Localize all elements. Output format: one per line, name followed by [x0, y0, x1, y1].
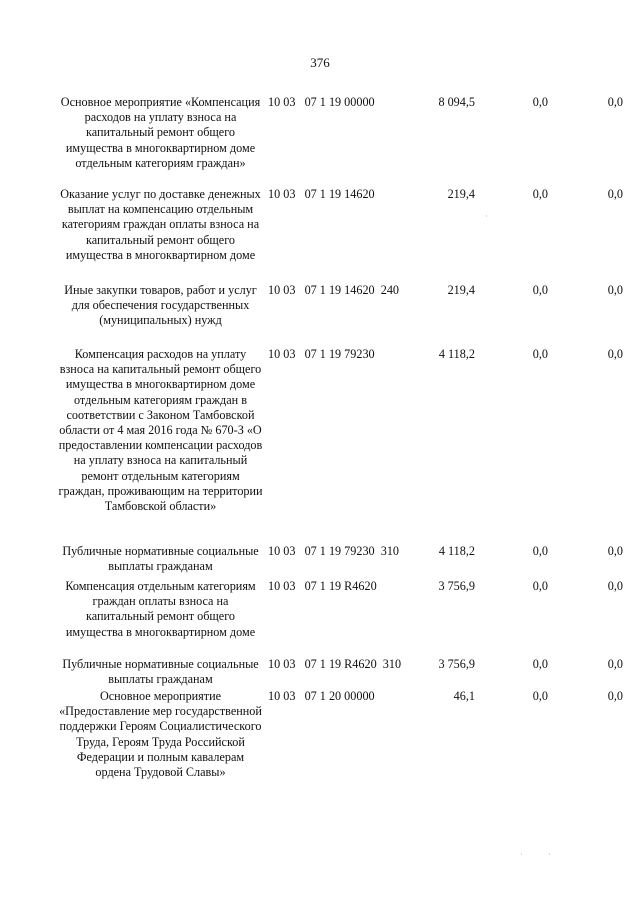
row-amount: 219,4 — [447, 283, 475, 297]
row-budget-code: 10 03 07 1 19 79230 310 — [268, 544, 400, 558]
row-value-2: 0,0 — [532, 689, 548, 703]
row-value-3: 0,0 — [607, 347, 623, 361]
row-value-2: 0,0 — [532, 95, 548, 109]
row-description: Оказание услуг по доставке денежных выплат на компенсацию отдельным категориям граждан оплаты взноса на капитальный ремонт общего имущества в многоквартирном доме — [60, 187, 261, 262]
scan-speck: · — [548, 850, 551, 859]
row-budget-code: 10 03 07 1 19 R4620 — [268, 579, 377, 593]
row-budget-code: 10 03 07 1 20 00000 — [268, 689, 375, 703]
row-description: Публичные нормативные социальные выплаты гражданам — [62, 544, 259, 574]
row-amount: 3 756,9 — [438, 579, 475, 593]
row-budget-code: 10 03 07 1 19 R4620 310 — [268, 657, 402, 671]
row-description: Основное мероприятие «Предоставление мер государственной поддержки Героям Социалистического Труда, Героям Труда Российской Федерации и полным кавалерам ордена Трудовой Славы» — [59, 689, 262, 780]
row-description: Публичные нормативные социальные выплаты гражданам — [62, 657, 259, 687]
row-amount: 46,1 — [453, 689, 475, 703]
row-value-2: 0,0 — [532, 544, 548, 558]
row-description: Компенсация расходов на уплату взноса на капитальный ремонт общего имущества в многоквартирном доме отдельным категориям граждан в соответствии с Законом Тамбовской области от 4 мая 2016 года № 670-З «О предоставлении компенсации расходов на уплату взноса на капитальный ремонт отдельным категориям граждан, проживающим на территории Тамбовской области» — [58, 347, 263, 514]
row-description: Основное мероприятие «Компенсация расходов на уплату взноса на капитальный ремонт общего имущества в многоквартирном доме отдельным категориям граждан» — [60, 95, 261, 170]
row-amount: 4 118,2 — [438, 347, 475, 361]
row-amount: 219,4 — [447, 187, 475, 201]
row-budget-code: 10 03 07 1 19 79230 — [268, 347, 375, 361]
row-value-2: 0,0 — [532, 187, 548, 201]
row-amount: 8 094,5 — [438, 95, 475, 109]
row-value-3: 0,0 — [607, 657, 623, 671]
row-budget-code: 10 03 07 1 19 14620 — [268, 187, 375, 201]
row-budget-code: 10 03 07 1 19 00000 — [268, 95, 375, 109]
row-value-2: 0,0 — [532, 347, 548, 361]
scan-speck: · — [485, 212, 488, 221]
row-value-3: 0,0 — [607, 187, 623, 201]
row-value-2: 0,0 — [532, 283, 548, 297]
row-budget-code: 10 03 07 1 19 14620 240 — [268, 283, 400, 297]
row-value-3: 0,0 — [607, 689, 623, 703]
scan-speck: · — [520, 850, 523, 859]
row-value-3: 0,0 — [607, 579, 623, 593]
page-number: 376 — [310, 55, 330, 70]
row-description: Компенсация отдельным категориям граждан оплаты взноса на капитальный ремонт общего имущества в многоквартирном доме — [65, 579, 256, 639]
row-value-2: 0,0 — [532, 657, 548, 671]
row-value-3: 0,0 — [607, 283, 623, 297]
row-value-3: 0,0 — [607, 544, 623, 558]
row-amount: 3 756,9 — [438, 657, 475, 671]
row-description: Иные закупки товаров, работ и услуг для обеспечения государственных (муниципальных) нужд — [64, 283, 257, 328]
row-value-2: 0,0 — [532, 579, 548, 593]
row-value-3: 0,0 — [607, 95, 623, 109]
row-amount: 4 118,2 — [438, 544, 475, 558]
